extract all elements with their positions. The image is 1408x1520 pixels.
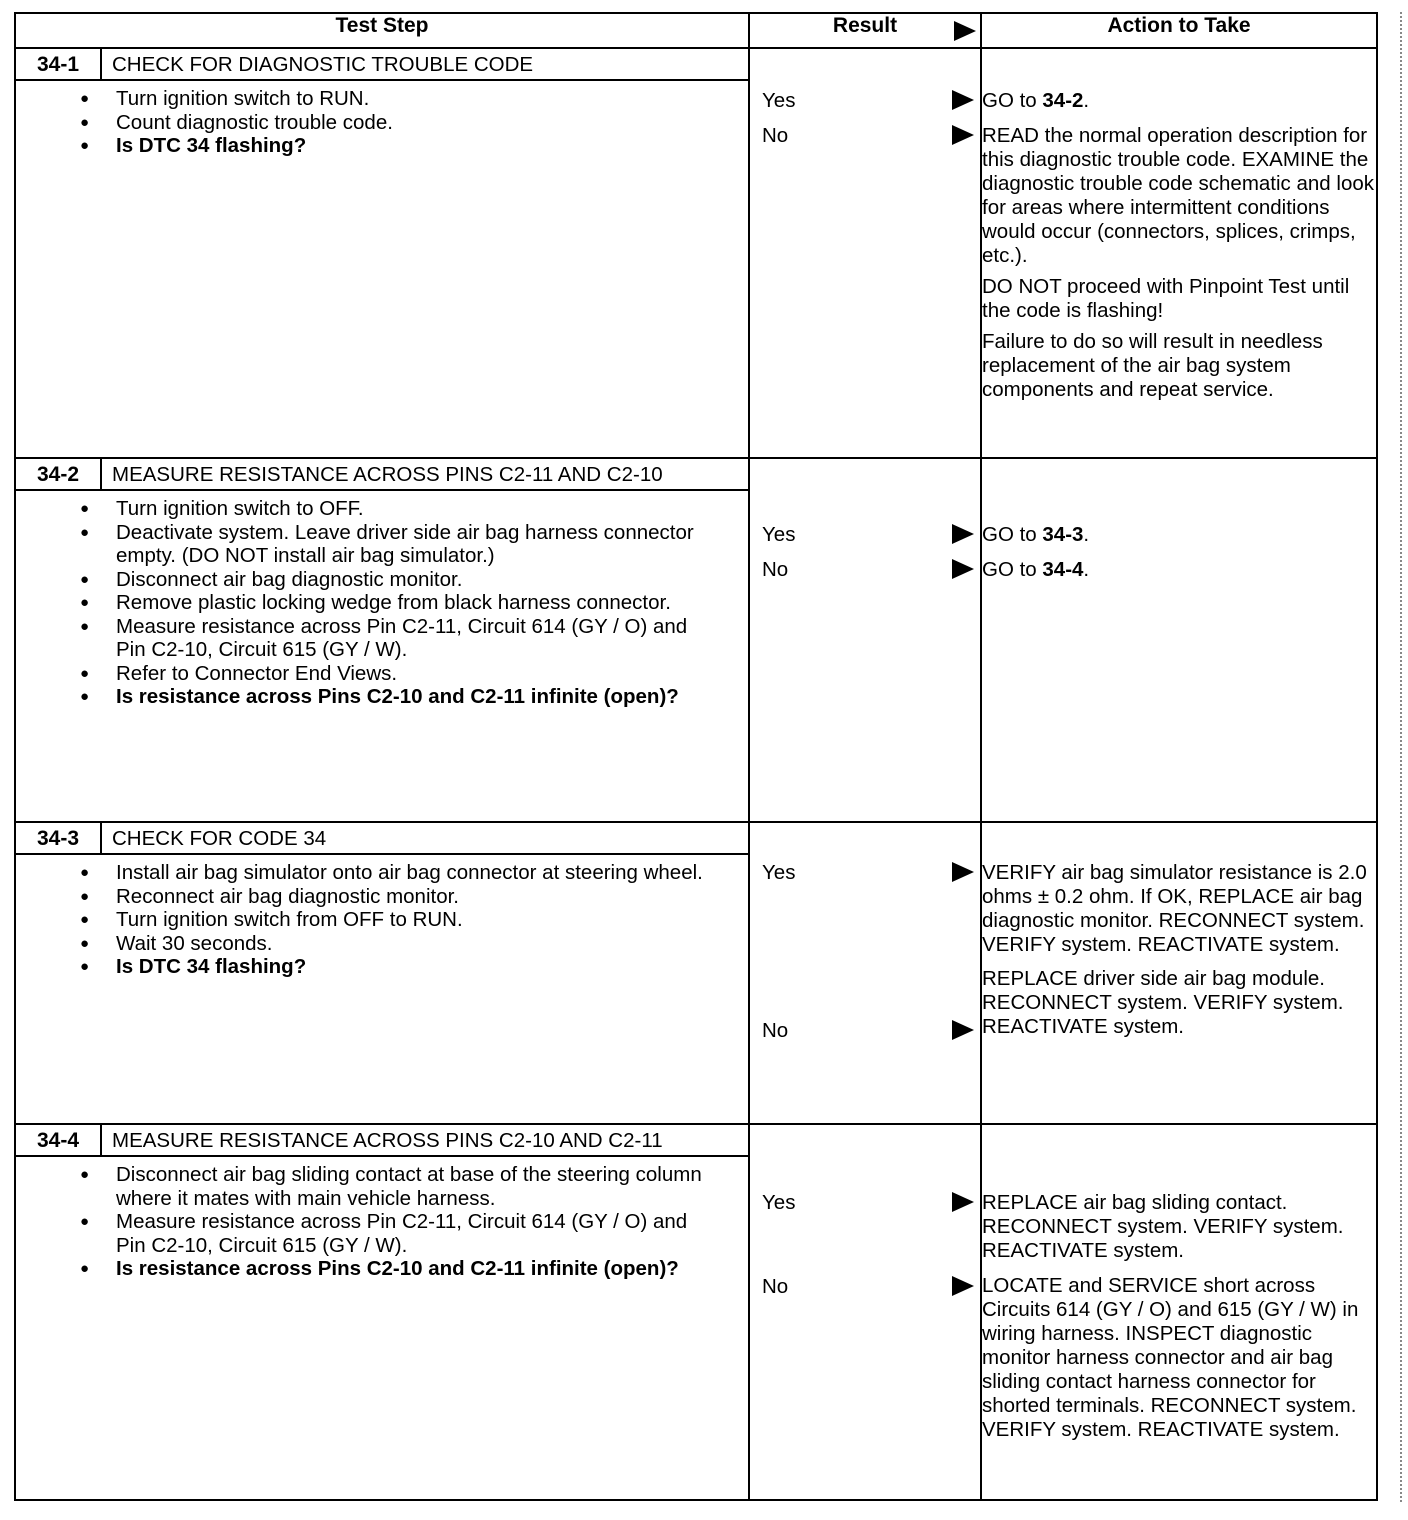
step-title: CHECK FOR CODE 34 bbox=[112, 827, 327, 850]
action-text-post: . bbox=[1083, 89, 1090, 112]
test-step-row bbox=[15, 822, 1377, 1124]
result-cell bbox=[749, 458, 981, 822]
step-reference: 34-3 bbox=[1042, 523, 1084, 546]
action-text: VERIFY air bag simulator resistance is 2.0 ohms ± 0.2 ohm. If OK, REPLACE air bag diagnostic monitor. RECONNECT system. VERIFY system. REACTIVATE system. bbox=[982, 861, 1367, 956]
step-title: CHECK FOR DIAGNOSTIC TROUBLE CODE bbox=[112, 53, 534, 76]
test-step-row bbox=[15, 48, 1377, 458]
step-question: ● Is resistance across Pins C2-10 and C2-11 infinite (open)? bbox=[116, 1257, 748, 1281]
instruction-item: ● Install air bag simulator onto air bag connector at steering wheel. bbox=[116, 861, 748, 885]
action-text-pre: GO to bbox=[982, 89, 1043, 112]
instruction-item: ● Turn ignition switch to RUN. bbox=[116, 87, 748, 111]
table-header-row bbox=[15, 13, 1377, 48]
arrow-right-icon bbox=[952, 559, 974, 579]
action-text-post: . bbox=[1083, 523, 1090, 546]
result-label: No bbox=[762, 1019, 789, 1042]
action-header: Action to Take bbox=[981, 13, 1377, 48]
arrow-right-icon bbox=[952, 1276, 974, 1296]
action-cell bbox=[981, 1124, 1377, 1500]
result-no bbox=[762, 1275, 788, 1299]
result-label: Yes bbox=[762, 89, 796, 112]
arrow-right-icon bbox=[952, 524, 974, 544]
step-number: 34-1 bbox=[16, 49, 102, 79]
instruction-item: ● Measure resistance across Pin C2-11, Circuit 614 (GY / O) and Pin C2-10, Circuit 615 (GY / W). bbox=[116, 1210, 748, 1257]
result-yes bbox=[762, 523, 795, 547]
instruction-item: ● Disconnect air bag sliding contact at base of the steering column where it mates with main vehicle harness. bbox=[116, 1163, 748, 1210]
instruction-item: ● Turn ignition switch to OFF. bbox=[116, 497, 748, 521]
result-yes bbox=[762, 1191, 795, 1215]
step-cell bbox=[15, 458, 749, 822]
step-header bbox=[16, 49, 748, 81]
result-label: No bbox=[762, 124, 789, 147]
arrow-right-icon bbox=[954, 21, 976, 41]
action-cell bbox=[981, 822, 1377, 1124]
instruction-item: ● Disconnect air bag diagnostic monitor. bbox=[116, 568, 748, 592]
step-instructions bbox=[16, 87, 748, 158]
result-no bbox=[762, 558, 788, 582]
action-text bbox=[982, 523, 1376, 547]
action-text: REPLACE driver side air bag module. RECONNECT system. VERIFY system. REACTIVATE system. bbox=[982, 967, 1344, 1038]
action-text-post: . bbox=[1083, 558, 1090, 581]
arrow-right-icon bbox=[952, 862, 974, 882]
result-label: No bbox=[762, 558, 789, 581]
result-label: Yes bbox=[762, 861, 796, 884]
pinpoint-test-page bbox=[14, 12, 1376, 1500]
step-cell bbox=[15, 48, 749, 458]
test-step-row bbox=[15, 1124, 1377, 1500]
step-number: 34-4 bbox=[16, 1125, 102, 1155]
step-header bbox=[16, 1125, 748, 1157]
result-label: Yes bbox=[762, 523, 796, 546]
step-header bbox=[16, 823, 748, 855]
action-text: Failure to do so will result in needless replacement of the air bag system components and repeat service. bbox=[982, 330, 1323, 401]
step-question: ● Is DTC 34 flashing? bbox=[116, 955, 748, 979]
instruction-item: ● Reconnect air bag diagnostic monitor. bbox=[116, 885, 748, 909]
test-step-row bbox=[15, 458, 1377, 822]
arrow-right-icon bbox=[952, 90, 974, 110]
result-label: No bbox=[762, 1275, 789, 1298]
result-yes bbox=[762, 861, 795, 885]
action-cell bbox=[981, 48, 1377, 458]
action-text bbox=[982, 89, 1376, 113]
instruction-item: ● Remove plastic locking wedge from black harness connector. bbox=[116, 591, 748, 615]
step-title: MEASURE RESISTANCE ACROSS PINS C2-10 AND C2-11 bbox=[112, 1129, 663, 1152]
page-edge-divider bbox=[1400, 12, 1402, 1502]
action-text: LOCATE and SERVICE short across Circuits 614 (GY / O) and 615 (GY / W) in wiring harness. INSPECT diagnostic monitor harness connector and air bag sliding contact harness connector for shorted terminals. RECONNECT system. VERIFY system. REACTIVATE system. bbox=[982, 1274, 1359, 1441]
step-number: 34-3 bbox=[16, 823, 102, 853]
step-title: MEASURE RESISTANCE ACROSS PINS C2-11 AND C2-10 bbox=[112, 463, 663, 486]
result-cell bbox=[749, 822, 981, 1124]
step-number: 34-2 bbox=[16, 459, 102, 489]
action-text: DO NOT proceed with Pinpoint Test until the code is flashing! bbox=[982, 275, 1350, 322]
step-reference: 34-4 bbox=[1042, 558, 1084, 581]
step-instructions bbox=[16, 1163, 748, 1281]
result-no bbox=[762, 124, 788, 148]
instruction-item: ● Wait 30 seconds. bbox=[116, 932, 748, 956]
step-question: ● Is resistance across Pins C2-10 and C2-11 infinite (open)? bbox=[116, 685, 748, 709]
result-cell bbox=[749, 1124, 981, 1500]
arrow-right-icon bbox=[952, 1192, 974, 1212]
step-cell bbox=[15, 1124, 749, 1500]
step-question: ● Is DTC 34 flashing? bbox=[116, 134, 748, 158]
action-text bbox=[982, 558, 1376, 582]
result-header bbox=[749, 13, 981, 48]
result-yes bbox=[762, 89, 795, 113]
test-step-header: Test Step bbox=[15, 13, 749, 48]
result-header-label: Result bbox=[832, 14, 898, 37]
arrow-right-icon bbox=[952, 125, 974, 145]
result-cell bbox=[749, 48, 981, 458]
instruction-item: ● Measure resistance across Pin C2-11, Circuit 614 (GY / O) and Pin C2-10, Circuit 615 (GY / W). bbox=[116, 615, 748, 662]
instruction-item: ● Count diagnostic trouble code. bbox=[116, 111, 748, 135]
instruction-item: ● Refer to Connector End Views. bbox=[116, 662, 748, 686]
arrow-right-icon bbox=[952, 1020, 974, 1040]
instruction-item: ● Turn ignition switch from OFF to RUN. bbox=[116, 908, 748, 932]
action-text: READ the normal operation description for this diagnostic trouble code. EXAMINE the diagnostic trouble code schematic and look for areas where intermittent conditions would occur (connectors, splices, crimps, etc.). bbox=[982, 124, 1375, 267]
action-cell bbox=[981, 458, 1377, 822]
instruction-item: ● Deactivate system. Leave driver side air bag harness connector empty. (DO NOT install air bag simulator.) bbox=[116, 521, 748, 568]
action-text: REPLACE air bag sliding contact. RECONNECT system. VERIFY system. REACTIVATE system. bbox=[982, 1191, 1344, 1262]
action-text-pre: GO to bbox=[982, 523, 1043, 546]
action-text-pre: GO to bbox=[982, 558, 1043, 581]
step-header bbox=[16, 459, 748, 491]
step-instructions bbox=[16, 497, 748, 709]
result-no bbox=[762, 1019, 788, 1043]
pinpoint-test-table bbox=[14, 12, 1378, 1501]
result-label: Yes bbox=[762, 1191, 796, 1214]
step-reference: 34-2 bbox=[1042, 89, 1084, 112]
step-instructions bbox=[16, 861, 748, 979]
step-cell bbox=[15, 822, 749, 1124]
